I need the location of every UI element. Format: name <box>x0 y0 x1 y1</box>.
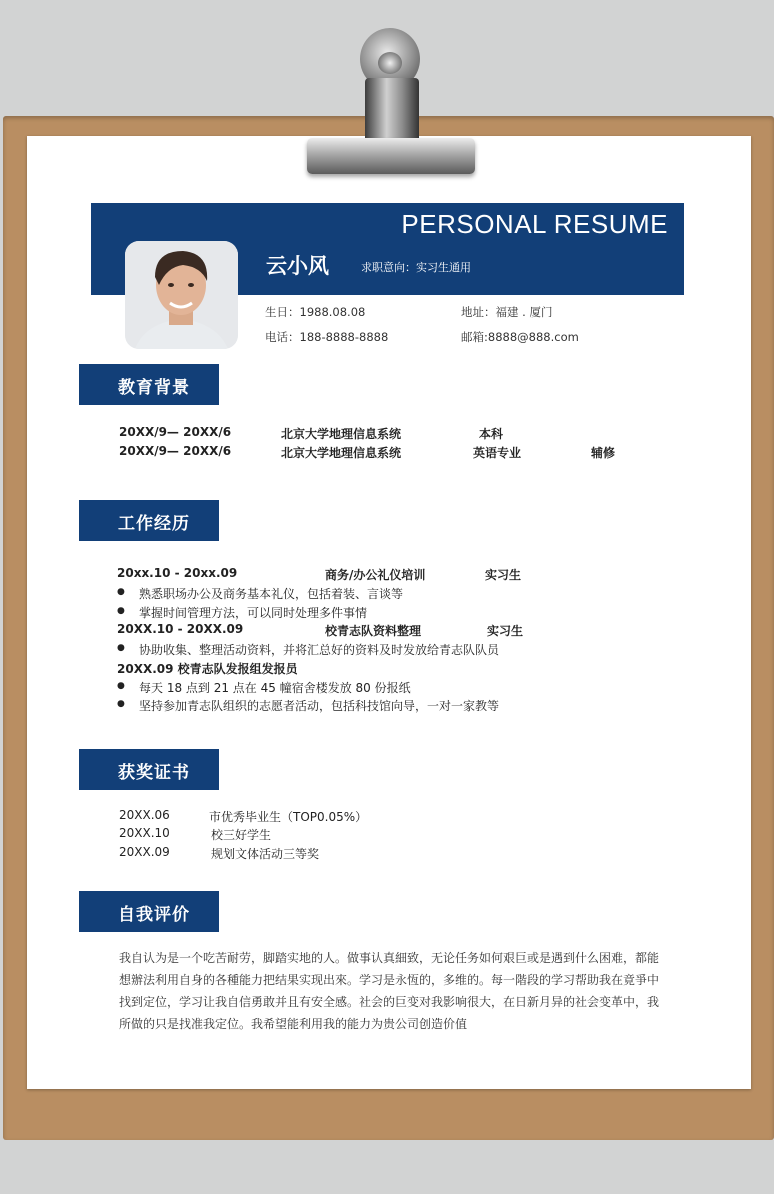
edu-major: 英语专业 <box>473 446 522 460</box>
resume-title: PERSONAL RESUME <box>401 209 668 239</box>
job-point: ● 熟悉职场办公及商务基本礼仪，包括着装、言谈等 <box>139 585 403 602</box>
self-evaluation-text: 我自认为是一个吃苦耐劳，脚踏实地的人。做事认真細致，无论任务如何艰巨或是遇到什么困难，都能想辦法利用自身的各種能力把结果实现出來。学习是永恆的，多维的。每一階段的学习帮助我在竟爭中找到定位，学习让我自信勇敢并且有安全感。社会的巨变对我影响很大，在日新月异的社会变革中，我所做的只是找准我定位。我希望能利用我的能力为贵公司创造价值 <box>119 951 660 1031</box>
section-awards <box>79 749 219 790</box>
birthday: 生日：1988.08.08 <box>265 305 366 319</box>
award-name: 规划文体活动三等奖 <box>211 847 320 861</box>
edu-degree: 本科 <box>479 427 504 441</box>
email: 邮箱:8888@888.com <box>461 330 579 344</box>
job-title: 商务/办公礼仪培训 <box>325 568 426 582</box>
award-date: 20XX.09 <box>119 845 170 859</box>
binder-clip-base <box>307 138 475 174</box>
job-point: ● 掌握时间管理方法，可以同时处理多件事情 <box>139 604 367 621</box>
profile-photo <box>125 241 238 349</box>
section-title: 获奖证书 <box>118 763 190 783</box>
binder-clip-arm <box>365 78 419 146</box>
job-heading: 20XX.09 校青志队发报组发报员 <box>117 662 298 676</box>
award-name: 市优秀毕业生（TOP0.05%） <box>209 810 368 824</box>
section-education <box>79 364 219 405</box>
phone: 电话：188-8888-8888 <box>265 330 389 344</box>
job-point: ● 协助收集、整理活动资料，并将汇总好的资料及时发放给青志队队员 <box>139 641 499 658</box>
section-title: 自我评价 <box>118 905 190 925</box>
award-date: 20XX.06 <box>119 808 170 822</box>
job-role: 实习生 <box>487 624 524 638</box>
edu-minor: 辅修 <box>591 446 616 460</box>
section-title: 工作经历 <box>118 514 190 534</box>
award-name: 校三好学生 <box>211 828 272 842</box>
job-point: ● 每天 18 点到 21 点在 45 幢宿舍楼发放 80 份报纸 <box>139 679 411 696</box>
award-date: 20XX.10 <box>119 826 170 840</box>
address: 地址：福建 . 厦门 <box>461 305 553 319</box>
candidate-name: 云小风 <box>266 254 329 278</box>
edu-school: 北京大学地理信息系统 <box>281 446 402 460</box>
job-intent: 求职意向：实习生通用 <box>361 261 471 274</box>
section-title: 教育背景 <box>118 378 190 398</box>
edu-period: 20XX/9— 20XX/6 <box>119 425 232 439</box>
job-point: ● 坚持参加青志队组织的志愿者活动，包括科技馆向导，一对一家教等 <box>139 697 499 714</box>
binder-clip-hole <box>378 52 402 74</box>
edu-school: 北京大学地理信息系统 <box>281 427 402 441</box>
job-role: 实习生 <box>485 568 522 582</box>
section-self-eval <box>79 891 219 932</box>
section-work <box>79 500 219 541</box>
job-period: 20xx.10 - 20xx.09 <box>117 566 238 580</box>
job-title: 校青志队资料整理 <box>325 624 422 638</box>
edu-period: 20XX/9— 20XX/6 <box>119 444 232 458</box>
job-period: 20XX.10 - 20XX.09 <box>117 622 244 636</box>
